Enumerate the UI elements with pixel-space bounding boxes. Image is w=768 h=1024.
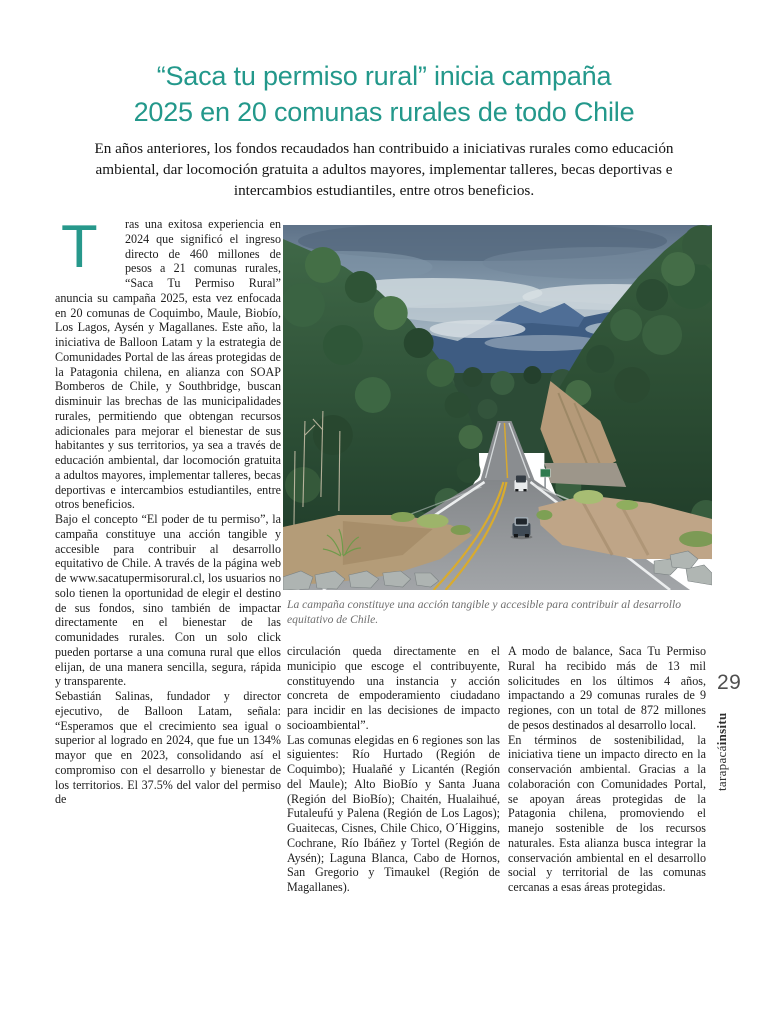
article-title-line1: “Saca tu permiso rural” inicia campaña [156, 61, 612, 91]
page-number: 29 [717, 671, 742, 694]
paragraph [55, 213, 281, 512]
magazine-name-part2: insitu [714, 712, 729, 746]
paragraph-text: ras una exitosa experiencia en 2024 que significó el ingreso directo de 460 millones de pesos a 21 comunas rurales, “Saca Tu Permiso Rural” anuncia su campaña 2025, esta vez enfocada en 20 comunas de Coquimbo, Maule, Biobío, Los Lagos, Aysén y Magallanes. Este año, la iniciativa de Balloon Latam y la estrategia de Comunidades Portal de las áreas protegidas de la Patagonia chilena, en alianza con SOAP Bomberos de Chile, y Southbridge, buscan disminuir las brechas de las municipalidades rurales, permitiendo que obtengan recursos adicionales para mejorar el bienestar de sus habitantes y sus territorios, ya sea a través de educación ambiental, dar locomoción gratuita a adultos mayores, implementar talleres, becas deportivas e intercambios estudiantiles, entre otros beneficios. [55, 217, 281, 512]
magazine-name-part1: tarapacá [714, 745, 729, 791]
road-through-forest-illustration [283, 225, 712, 590]
paragraph: En términos de sostenibilidad, la iniciativa tiene un impacto directo en la conservación ambiental. Gracias a la colaboración con Comunidades Portal, se apoyan áreas protegidas de la Patagonia chilena, promoviendo el manejo sostenible de los recursos naturales. Esta alianza busca integrar la conservación ambiental en el desarrollo social y territorial de las comunas cercanas a esas áreas protegidas. [508, 732, 706, 894]
magazine-name-vertical [714, 712, 730, 791]
article-title [40, 58, 728, 130]
article-lede: En años anteriores, los fondos recaudados han contribuido a iniciativas rurales como educación ambiental, dar locomoción gratuita a adultos mayores, implementar talleres, becas deportivas e intercambios estudiantiles, entre otros beneficios. [94, 140, 674, 199]
article-column-1 [55, 213, 281, 807]
paragraph: Bajo el concepto “El poder de tu permiso”, la campaña constituye una acción tangible y accesible para contribuir al desarrollo equitativo de Chile. A través de la página web de www.sacatupermisorural.cl, los usuarios no solo tienen la oportunidad de elegir el destino de sus fondos, sino también de impactar directamente en el bienestar de las comunidades rurales. Con un solo click pueden portarse a una comuna rural que ellos elijan, de una manera sencilla, segura, rápida y transparente. [55, 512, 281, 689]
photo-caption: La campaña constituye una acción tangible y accesible para contribuir al desarrollo equitativo de Chile. [287, 598, 682, 626]
paragraph: Las comunas elegidas en 6 regiones son las siguientes: Río Hurtado (Región de Coquimbo); Hualañé y Licantén (Región del Maule); Alto BioBío y Santa Juana (Región del BioBío); Chaitén, Hualaihué, Futaleufú y Palena (Región de Los Lagos); Guaitecas, Cisnes, Chile Chico, O´Higgins, Cochrane, Río Ibáñez y Tortel (Región de Aysén); Laguna Blanca, Cabo de Hornos, San Gregorio y Timaukel (Región de Magallanes). [287, 732, 500, 894]
paragraph: Sebastián Salinas, fundador y director ejecutivo, de Balloon Latam, señala: “Esperamos que el crecimiento sea igual o superior al logrado en 2024, que fue un 134% mayor que en 2023, consolidando así el compromiso con el desarrollo y bienestar de los territorios. El 37.5% del valor del permiso de [55, 689, 281, 807]
article-column-3 [508, 644, 706, 895]
article-photo [283, 225, 712, 590]
paragraph: circulación queda directamente en el municipio que escoge el contribuyente, constituyendo una instancia y acción concreta de empoderamiento ciudadano para incidir en las decisiones de impacto socioambiental”. [287, 644, 500, 732]
paragraph: A modo de balance, Saca Tu Permiso Rural ha recibido más de 13 mil solicitudes en los últimos 4 años, impactando a 29 comunas rurales de 9 regiones, con un total de 872 millones de pesos destinados al desarrollo local. [508, 644, 706, 732]
article-title-line2: 2025 en 20 comunas rurales de todo Chile [133, 97, 635, 127]
drop-cap: T [61, 213, 98, 280]
article-column-2 [287, 644, 500, 895]
